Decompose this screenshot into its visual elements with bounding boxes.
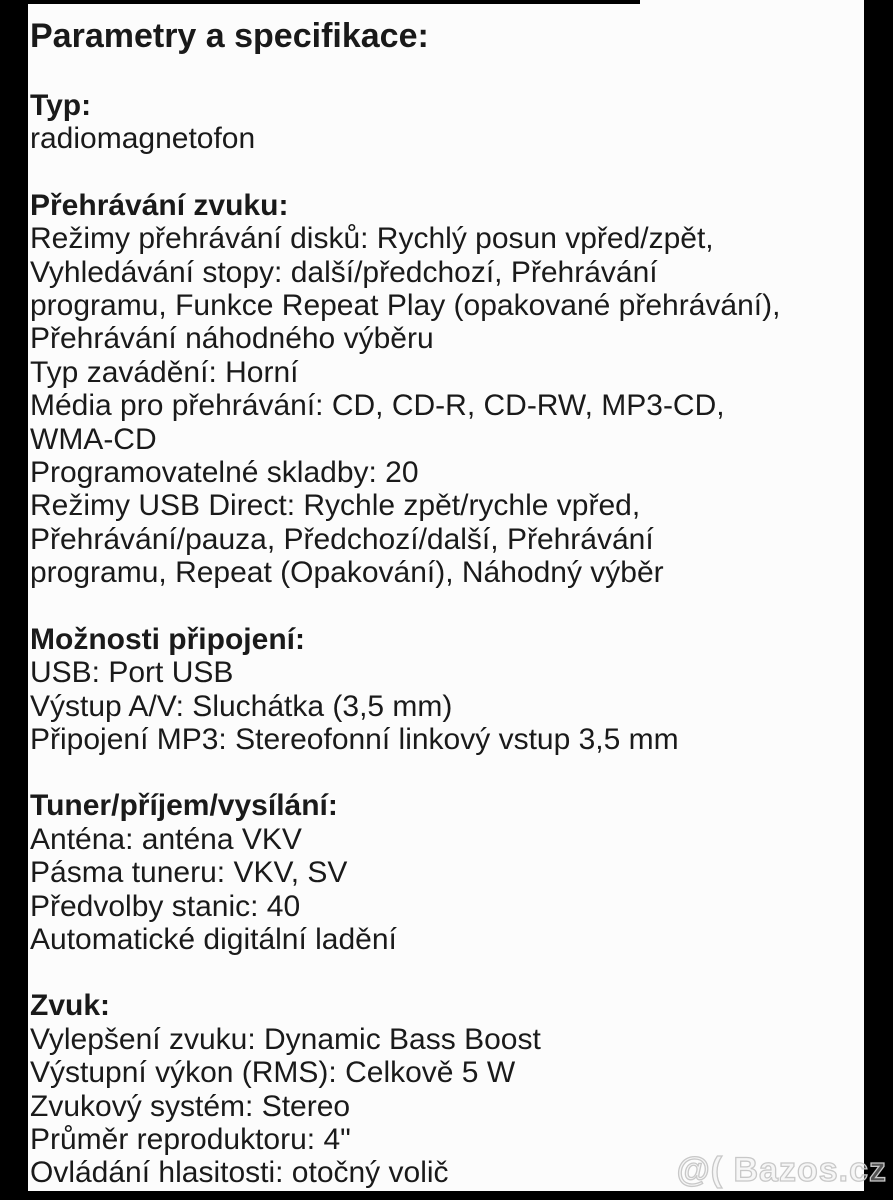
section-gap [30, 156, 863, 189]
section-tuner [30, 789, 863, 956]
spec-line: Výstupní výkon (RMS): Celkově 5 W [30, 1056, 516, 1090]
section-gap [30, 756, 863, 789]
spec-document [30, 16, 863, 1190]
right-black-bar [864, 0, 893, 1200]
section-heading-moznosti-pripojeni: Možnosti připojení: [30, 622, 305, 656]
bottom-black-edge [0, 1191, 893, 1200]
section-prehravani-zvuku [30, 189, 863, 590]
spec-line: Programovatelné skladby: 20 [30, 456, 419, 490]
section-moznosti-pripojeni [30, 623, 863, 757]
section-heading-typ: Typ: [30, 89, 92, 122]
spec-line: USB: Port USB [30, 656, 234, 690]
spec-line: radiomagnetofon [30, 122, 256, 156]
spec-line: Vyhledávání stopy: další/předchozí, Přehrávání [30, 255, 658, 289]
section-gap [30, 956, 863, 989]
spec-line: Typ zavádění: Horní [30, 355, 299, 389]
spec-line: Automatické digitální ladění [30, 922, 397, 956]
spec-line: Připojení MP3: Stereofonní linkový vstup 3,5 mm [30, 722, 679, 756]
spec-line: Režimy přehrávání disků: Rychlý posun vpřed/zpět, [30, 222, 714, 256]
section-gap [30, 590, 863, 623]
section-heading-prehravani-zvuku: Přehrávání zvuku: [30, 188, 289, 222]
section-heading-tuner: Tuner/příjem/vysílání: [30, 789, 338, 823]
section-gap [30, 56, 863, 89]
spec-line: Anténa: anténa VKV [30, 822, 302, 856]
spec-line: Přehrávání/pauza, Předchozí/další, Přehrávání [30, 522, 654, 556]
top-black-edge [0, 0, 640, 4]
spec-line: Ovládání hlasitosti: otočný volič [30, 1156, 449, 1190]
spec-line: Vylepšení zvuku: Dynamic Bass Boost [30, 1022, 541, 1056]
spec-line: Předvolby stanic: 40 [30, 889, 301, 923]
section-typ [30, 89, 863, 156]
bazos-watermark: @( Bazos.cz [676, 1151, 887, 1189]
spec-line: Zvukový systém: Stereo [30, 1089, 351, 1123]
spec-line: WMA-CD [30, 422, 157, 456]
page-title: Parametry a specifikace: [30, 17, 429, 55]
spec-line: programu, Funkce Repeat Play (opakované přehrávání), [30, 289, 781, 323]
spec-line: Režimy USB Direct: Rychle zpět/rychle vpřed, [30, 489, 641, 523]
spec-line: Média pro přehrávání: CD, CD-R, CD-RW, MP3-CD, [30, 389, 725, 423]
spec-line: Pásma tuneru: VKV, SV [30, 856, 348, 890]
spec-line: Průměr reproduktoru: 4" [30, 1122, 351, 1156]
section-heading-zvuk: Zvuk: [30, 989, 111, 1023]
spec-line: Přehrávání náhodného výběru [30, 322, 434, 356]
spec-line: Výstup A/V: Sluchátka (3,5 mm) [30, 689, 453, 723]
left-black-bar [0, 0, 28, 1200]
spec-line: programu, Repeat (Opakování), Náhodný výběr [30, 556, 664, 590]
